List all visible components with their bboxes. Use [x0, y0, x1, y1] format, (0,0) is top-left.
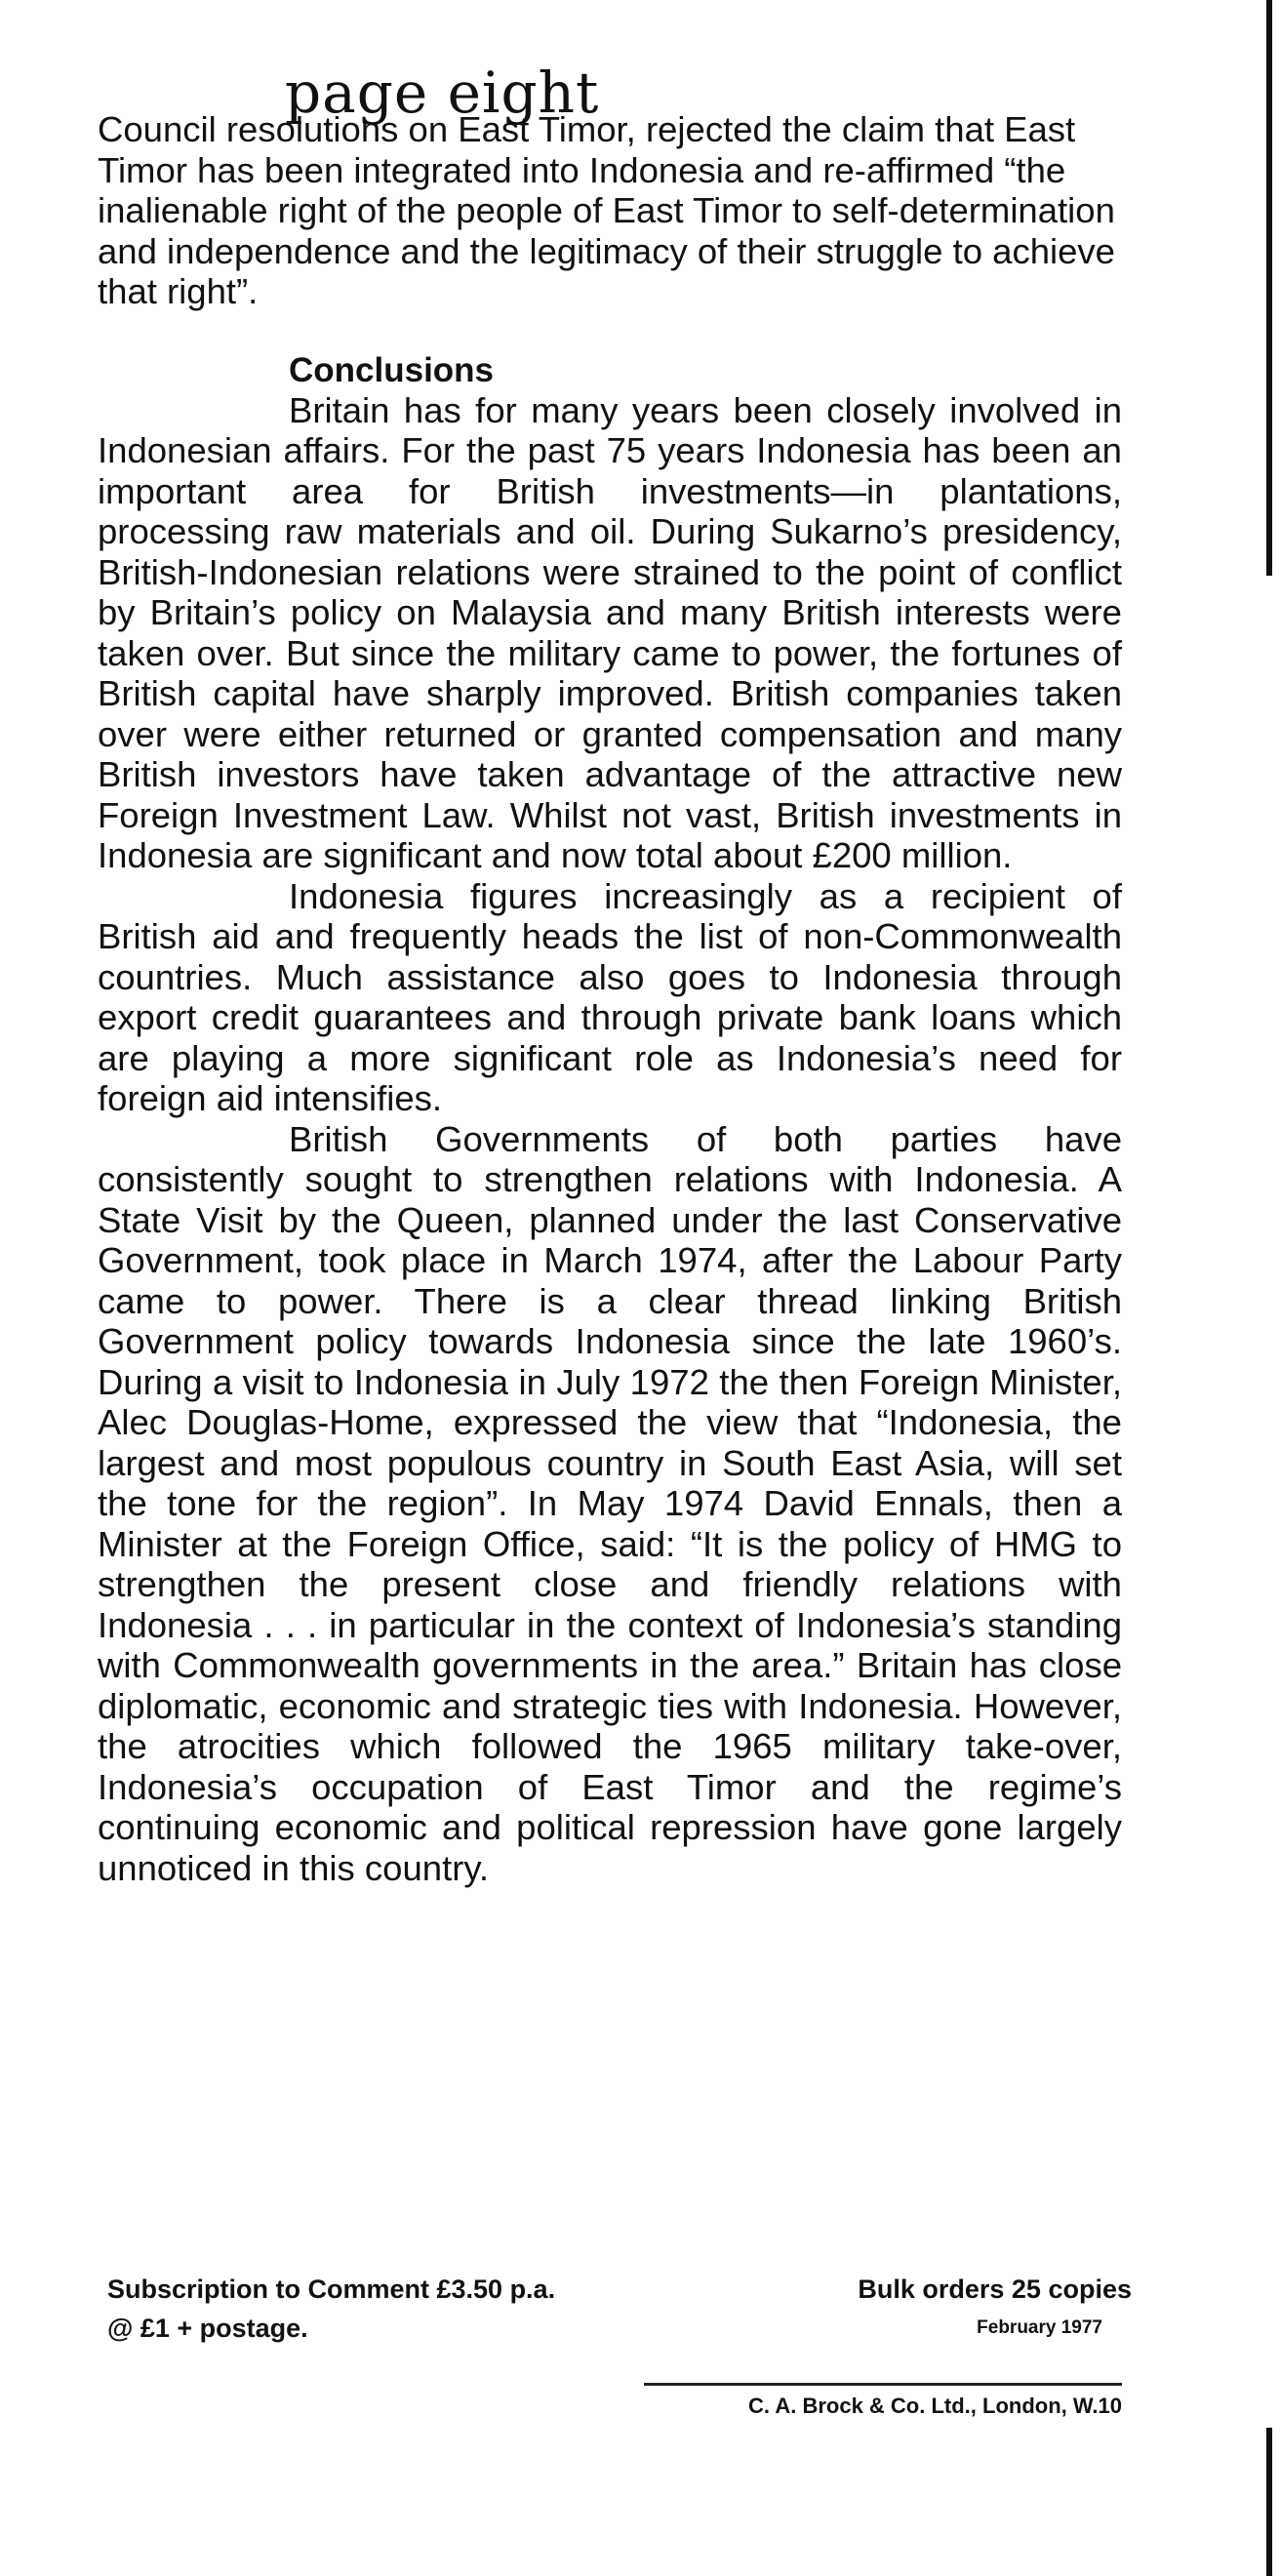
subscription-notice	[107, 2270, 1132, 2348]
printer-credit: C. A. Brock & Co. Ltd., London, W.10	[748, 2394, 1122, 2418]
page-title: page eight	[285, 59, 600, 126]
footer-divider	[644, 2383, 1122, 2386]
price-line: @ £1 + postage.	[107, 2314, 308, 2343]
article-body	[98, 109, 1122, 1888]
intro-paragraph: Council resolutions on East Timor, rejected the claim that East Timor has been integrated into Indonesia and re-affirmed “the inalienable right of the people of East Timor to self-determination and independence and the legitimacy of their struggle to achieve that right”.	[98, 109, 1115, 311]
paragraph-investments: Britain has for many years been closely involved in Indonesian affairs. For the past 75 years Indonesia has been an important area for British investments—in plantations, processing raw materials and oil. During Sukarno’s presidency, British-Indonesian relations were strained to the point of conflict by Britain’s policy on Malaysia and many British interests were taken over. But since the military came to power, the fortunes of British capital have sharply improved. British companies taken over were either returned or granted compensation and many British investors have taken advantage of the attractive new Foreign Investment Law. Whilst not vast, British investments in Indonesia are significant and now total about £200 million.	[98, 389, 1122, 875]
scan-edge-mark-bottom	[1266, 2428, 1272, 2576]
paragraph-aid: Indonesia figures increasingly as a recipient of British aid and frequently heads the list of non-Commonwealth countries. Much assistance also goes to Indonesia through export credit guarantees and through private bank loans which are playing a more significant role as Indonesia’s need for foreign aid intensifies.	[98, 875, 1122, 1118]
scan-edge-mark-top	[1266, 0, 1272, 576]
subscription-text: Subscription to Comment £3.50 p.a.	[107, 2274, 556, 2304]
paragraph-relations: British Governments of both parties have consistently sought to strengthen relations with Indonesia. A State Visit by the Queen, planned under the last Conservative Government, took place in March 1974, after the Labour Party came to power. There is a clear thread linking British Government policy towards Indonesia since the late 1960’s. During a visit to Indonesia in July 1972 the then Foreign Minister, Alec Douglas-Home, expressed the view that “Indonesia, the largest and most populous country in South East Asia, will set the tone for the region”. In May 1974 David Ennals, then a Minister at the Foreign Office, said: “It is the policy of HMG to strengthen the present close and friendly relations with Indonesia . . . in particular in the context of Indonesia’s standing with Commonwealth governments in the area.” Britain has close diplomatic, economic and strategic ties with Indonesia. However, the atrocities which followed the 1965 military take-over, Indonesia’s occupation of East Timor and the regime’s continuing economic and political repression have gone largely unnoticed in this country.	[98, 1118, 1122, 1888]
issue-date: February 1977	[977, 2317, 1102, 2338]
bulk-orders-text: Bulk orders 25 copies	[858, 2274, 1132, 2304]
section-heading: Conclusions	[289, 350, 495, 389]
